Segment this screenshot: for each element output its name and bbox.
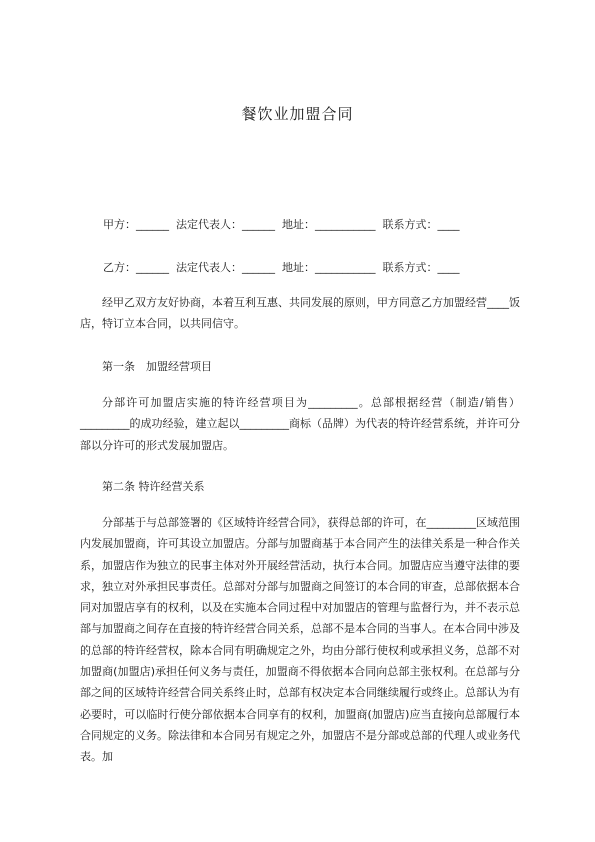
article1-block <box>80 392 520 456</box>
article2-paragraph: 分部基于与总部签署的《区域特许经营合同》，获得总部的许可，在_________区域范围内发展加盟商，许可其设立加盟店。分部与加盟商基于本合同产生的法律关系是一种合作关系，加盟店作为独立的民事主体对外开展经营活动，执行本合同。加盟店应当遵守法律的要求，独立对外承担民事责任。总部对分部与加盟商之间签订的本合同的审查，总部依据本合同对加盟店享有的权利，以及在实施本合同过程中对加盟店的管理与监督行为，并不表示总部与加盟商之间存在直接的特许经营合同关系，总部不是本合同的当事人。在本合同中涉及的总部的特许经营权，除本合同有明确规定之外，均由分部行使权利或承担义务，总部不对加盟商(加盟店)承担任何义务与责任，加盟商不得依据本合同向总部主张权利。在总部与分部之间的区域特许经营合同关系终止时，总部有权决定本合同继续履行或终止。总部认为有必要时，可以临时行使分部依据本合同享有的权利，加盟商(加盟店)应当直接向总部履行本合同规定的义务。除法律和本合同另有规定之外，加盟店不是分部或总部的代理人或业务代表。加 <box>80 516 520 764</box>
article2-block <box>80 512 520 768</box>
article2-heading: 第二条 特许经营关系 <box>102 480 205 493</box>
party-a-line: 甲方：______ 法定代表人：______ 地址：___________ 联系方式：____ <box>103 218 460 231</box>
article1-paragraph: 分部许可加盟店实施的特许经营项目为_________。总部根据经营（制造/销售）_________的成功经验，建立起以_________商标（品牌）为代表的特许经营系统，并许可分部以分许可的形式发展加盟店。 <box>80 396 520 452</box>
intro-paragraph: 经甲乙双方友好协商，本着互利互惠、共同发展的原则，甲方同意乙方加盟经营____饭店，特订立本合同，以共同信守。 <box>80 296 520 331</box>
intro-block <box>80 292 520 335</box>
party-b-line: 乙方：______ 法定代表人：______ 地址：___________ 联系方式：____ <box>103 261 460 274</box>
article1-heading: 第一条 加盟经营项目 <box>102 360 212 373</box>
document-title: 餐饮业加盟合同 <box>241 105 354 123</box>
